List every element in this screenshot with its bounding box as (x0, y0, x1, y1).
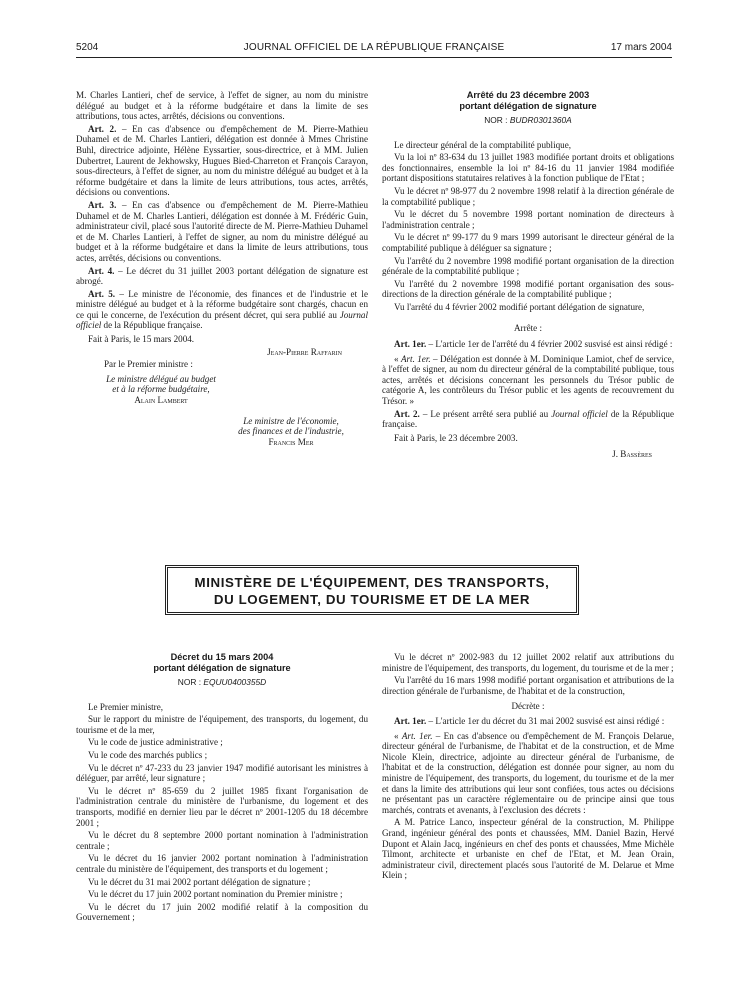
article-text: de la République française. (382, 408, 674, 430)
quoted-article (382, 731, 674, 816)
role-line: des finances et de l'industrie, (238, 426, 344, 437)
ministry-line: DU LOGEMENT, DU TOURISME ET DE LA MER (213, 592, 531, 607)
nor-reference (382, 115, 674, 126)
title-line: Arrêté du 23 décembre 2003 (466, 90, 590, 100)
paragraph: Vu l'arrêté du 2 novembre 1998 modifié portant organisation de la direction générale de la comptabilité publique ; (382, 255, 674, 277)
page-number: 5204 (76, 42, 99, 53)
article-label: Art. 1er. (401, 730, 433, 741)
paragraph: Vu le décret nº 85-659 du 2 juillet 1985 fixant l'organisation de l'administration centrale du ministère de l'urbanisme, du logement et des transports, modifié en dernier lieu par le décret nº 2001-1205 du 18 décembre 2001 ; (76, 785, 368, 828)
paragraph: Vu l'arrêté du 2 novembre 1998 modifié portant organisation des sous-directions de la direction générale de la comptabilité publique ; (382, 278, 674, 300)
act-title (76, 652, 368, 674)
nor-code: BUDR0301360A (509, 115, 572, 125)
signature-budget: Alain Lambert (134, 395, 188, 406)
role-line: Le ministre de l'économie, (243, 415, 339, 426)
header-rule (76, 57, 672, 58)
article-text: – L'article 1er du décret du 31 mai 2002 susvisé est ainsi rédigé : (426, 715, 665, 726)
column-bottom-left (76, 652, 368, 925)
paragraph: Le Premier ministre, (88, 701, 164, 712)
title-line: portant délégation de signature (459, 101, 597, 111)
column-top-left (76, 90, 368, 447)
paragraph: A M. Patrice Lanco, inspecteur général de la construction, M. Philippe Grand, ingénieur général des ponts et chaussées, MM. Daniel Bazin, Hervé Dupont et Alain Jacq, ingénieurs en chef des ponts et chaussées, Mme Michèle Tilmont, architecte et urbaniste en chef de l'Etat, et M. Jean Orain, administrateur civil, directement placés sous l'autorité de M. Delarue et Mme Klein ; (382, 817, 674, 881)
journal-title: JOURNAL OFFICIEL DE LA RÉPUBLIQUE FRANÇAISE (243, 42, 505, 53)
paragraph: Vu le décret du 16 janvier 2002 portant nomination à l'administration centrale du ministère de l'équipement, des transports et du logement ; (76, 853, 368, 874)
nor-code: EQUU0400355D (203, 677, 267, 687)
article-text: – Le ministre de l'économie, des finances et de l'industrie et le ministre délégué au budget et à la réforme budgétaire sont chargés, chacun en ce qui le concerne, de l'exécution du présent décret, qui sera publié au (76, 288, 368, 320)
signatory-block-economy (206, 416, 376, 448)
article-5 (76, 289, 368, 331)
signatory-block-budget (76, 374, 246, 406)
paragraph: Vu le décret du 8 septembre 2000 portant nomination à l'administration centrale ; (76, 830, 368, 851)
column-bottom-right (382, 652, 674, 883)
signature-economy: Francis Mer (268, 436, 314, 447)
paragraph: Sur le rapport du ministre de l'équipement, des transports, du logement, du tourisme et de la mer, (76, 714, 368, 735)
article-label: Art. 1er. (400, 353, 431, 364)
paragraph: Vu le décret du 17 juin 2002 modifié relatif à la composition du Gouvernement ; (76, 901, 368, 923)
journal-name: Journal officiel (76, 309, 368, 331)
quoted-article (382, 354, 674, 407)
title-line: Décret du 15 mars 2004 (170, 652, 274, 662)
act-title (382, 90, 674, 112)
nor-label: NOR : (484, 115, 510, 125)
ministry-heading (165, 565, 579, 615)
done-at: Fait à Paris, le 15 mars 2004. (88, 334, 195, 345)
paragraph: Vu le décret du 31 mai 2002 portant délégation de signature ; (88, 876, 311, 887)
paragraph: Vu le décret nº 99-177 du 9 mars 1999 autorisant le directeur général de la comptabilité publique à déléguer sa signature ; (382, 232, 674, 253)
quote-mark: « (394, 730, 402, 741)
nor-label: NOR : (177, 677, 204, 687)
quote-mark: « (394, 353, 401, 364)
paragraph: Vu le décret nº 47-233 du 23 janvier 1947 modifié autorisant les ministres à déléguer, par arrêté, leur signature ; (76, 762, 368, 784)
article-label: Art. 1er. (394, 339, 427, 350)
signature: J. Bassères (612, 449, 652, 460)
article-text: de la République française. (101, 320, 203, 331)
article-label: Art. 2. (394, 408, 420, 419)
paragraph: Vu le décret nº 98-977 du 2 novembre 1998 relatif à la direction générale de la comptabilité publique ; (382, 185, 674, 207)
page-header (0, 0, 748, 60)
arrete-heading: Arrête : (513, 322, 543, 333)
paragraph: Vu le décret du 17 juin 2002 portant nomination du Premier ministre ; (88, 889, 343, 900)
article-label: Art. 2. (88, 123, 117, 134)
article-text: – L'article 1er de l'arrêté du 4 février 2002 susvisé est ainsi rédigé : (426, 339, 673, 350)
article-text: – Délégation est donnée à M. Dominique Lamiot, chef de service, à l'effet de signer, au nom du directeur général de la comptabilité publique, tous actes, arrêtés et décisions concernant les personnels du Trésor public de catégorie A, les contrôleurs du Trésor public et les agents de recouvrement du Trésor. » (382, 353, 674, 407)
article-label: Art. 1er. (394, 715, 427, 726)
paragraph: Vu la loi nº 83-634 du 13 juillet 1983 modifiée portant droits et obligations des fonctionnaires, ensemble la loi nº 84-16 du 11 janvier 1984 modifiée portant dispositions statutaires relatives à la fonction publique de l'Etat ; (382, 152, 674, 184)
paragraph: M. Charles Lantieri, chef de service, à l'effet de signer, au nom du ministre délégué au budget et à la réforme budgétaire et dans la limite de ses attributions, tous actes, arrêtés, décisions ou conventions. (76, 90, 368, 122)
article-label: Art. 5. (88, 288, 116, 299)
title-line: portant délégation de signature (153, 663, 291, 673)
issue-date: 17 mars 2004 (610, 42, 672, 53)
by-pm: Par le Premier ministre : (104, 359, 193, 370)
ministry-line: MINISTÈRE DE L'ÉQUIPEMENT, DES TRANSPORTS, (194, 575, 550, 590)
journal-name: Journal officiel (551, 408, 608, 419)
paragraph: Vu le code de justice administrative ; (88, 737, 223, 748)
role-line: Le ministre délégué au budget (106, 373, 216, 384)
article-2 (382, 409, 674, 430)
paragraph: Vu l'arrêté du 4 février 2002 modifié portant délégation de signature, (394, 301, 645, 312)
article-text: – Le présent arrêté sera publié au (419, 408, 552, 419)
article-text: – En cas d'absence ou d'empêchement de M. Pierre-Mathieu Duhamel et de M. Charles Lantieri, délégation est donnée à M. Frédéric Guin, administrateur civil, placé sous l'autorité directe de M. Pierre-Mathieu Duhamel et de M. Charles Lantieri, à l'effet de signer, au nom du ministre délégué au budget et à la réforme budgétaire et dans la limite de leurs attributions, tous actes, arrêtés, décisions ou conventions. (76, 199, 368, 263)
signature-pm: Jean-Pierre Raffarin (267, 346, 342, 357)
article-1 (382, 716, 674, 727)
done-at: Fait à Paris, le 23 décembre 2003. (394, 432, 518, 443)
decrete-heading: Décrète : (511, 701, 545, 712)
paragraph: Vu le code des marchés publics ; (88, 749, 208, 760)
paragraph: Le directeur général de la comptabilité publique, (394, 139, 571, 150)
column-top-right (382, 90, 674, 462)
article-label: Art. 4. (88, 265, 115, 276)
role-line: et à la réforme budgétaire, (112, 384, 210, 395)
paragraph: Vu le décret du 5 novembre 1998 portant nomination de directeurs à l'administration centrale ; (382, 209, 674, 230)
article-4 (76, 266, 368, 287)
article-text: – Le décret du 31 juillet 2003 portant délégation de signature est abrogé. (76, 265, 369, 287)
paragraph: Vu l'arrêté du 16 mars 1998 modifié portant organisation et attributions de la direction générale de l'urbanisme, de l'habitat et de la construction, (382, 675, 674, 696)
article-text: – En cas d'absence ou d'empêchement de M. Pierre-Mathieu Duhamel et de M. Charles Lantieri, délégation est donnée à Mmes Christine Buhl, directrice adjointe, Hélène Eyssartier, sous-directrice, et à MM. Julien Dubertret, Laurent de Jekhowsky, Hugues Bied-Charreton et François Carayon, sous-directeurs, à l'effet de signer, au nom du ministre délégué au budget et à la réforme budgétaire et dans la limite de leurs attributions, tous actes, arrêtés, décisions ou conventions. (76, 123, 368, 198)
nor-reference (76, 677, 368, 688)
paragraph: Vu le décret nº 2002-983 du 12 juillet 2002 relatif aux attributions du ministre de l'équipement, des transports, du logement, du tourisme et de la mer ; (382, 652, 674, 673)
article-3 (76, 200, 368, 264)
article-label: Art. 3. (88, 199, 117, 210)
article-text: – En cas d'absence ou d'empêchement de M. François Delarue, directeur général de l'urbanisme, de l'habitat et de la construction, et de Mme Nicole Klein, directrice, adjointe au directeur général de l'urbanisme, de l'habitat et de la construction, délégation est donnée pour signer, au nom du ministre de l'équipement, des transports, du logement, du tourisme et de la mer et dans la limite des attributions qui leur sont confiées, tous actes ou décisions ne présentant pas un caractère réglementaire ou de principe ainsi que tous marchés, contrats et avenants, à l'exclusion des décrets : (382, 730, 674, 815)
article-1 (382, 339, 674, 350)
article-2 (76, 124, 368, 198)
